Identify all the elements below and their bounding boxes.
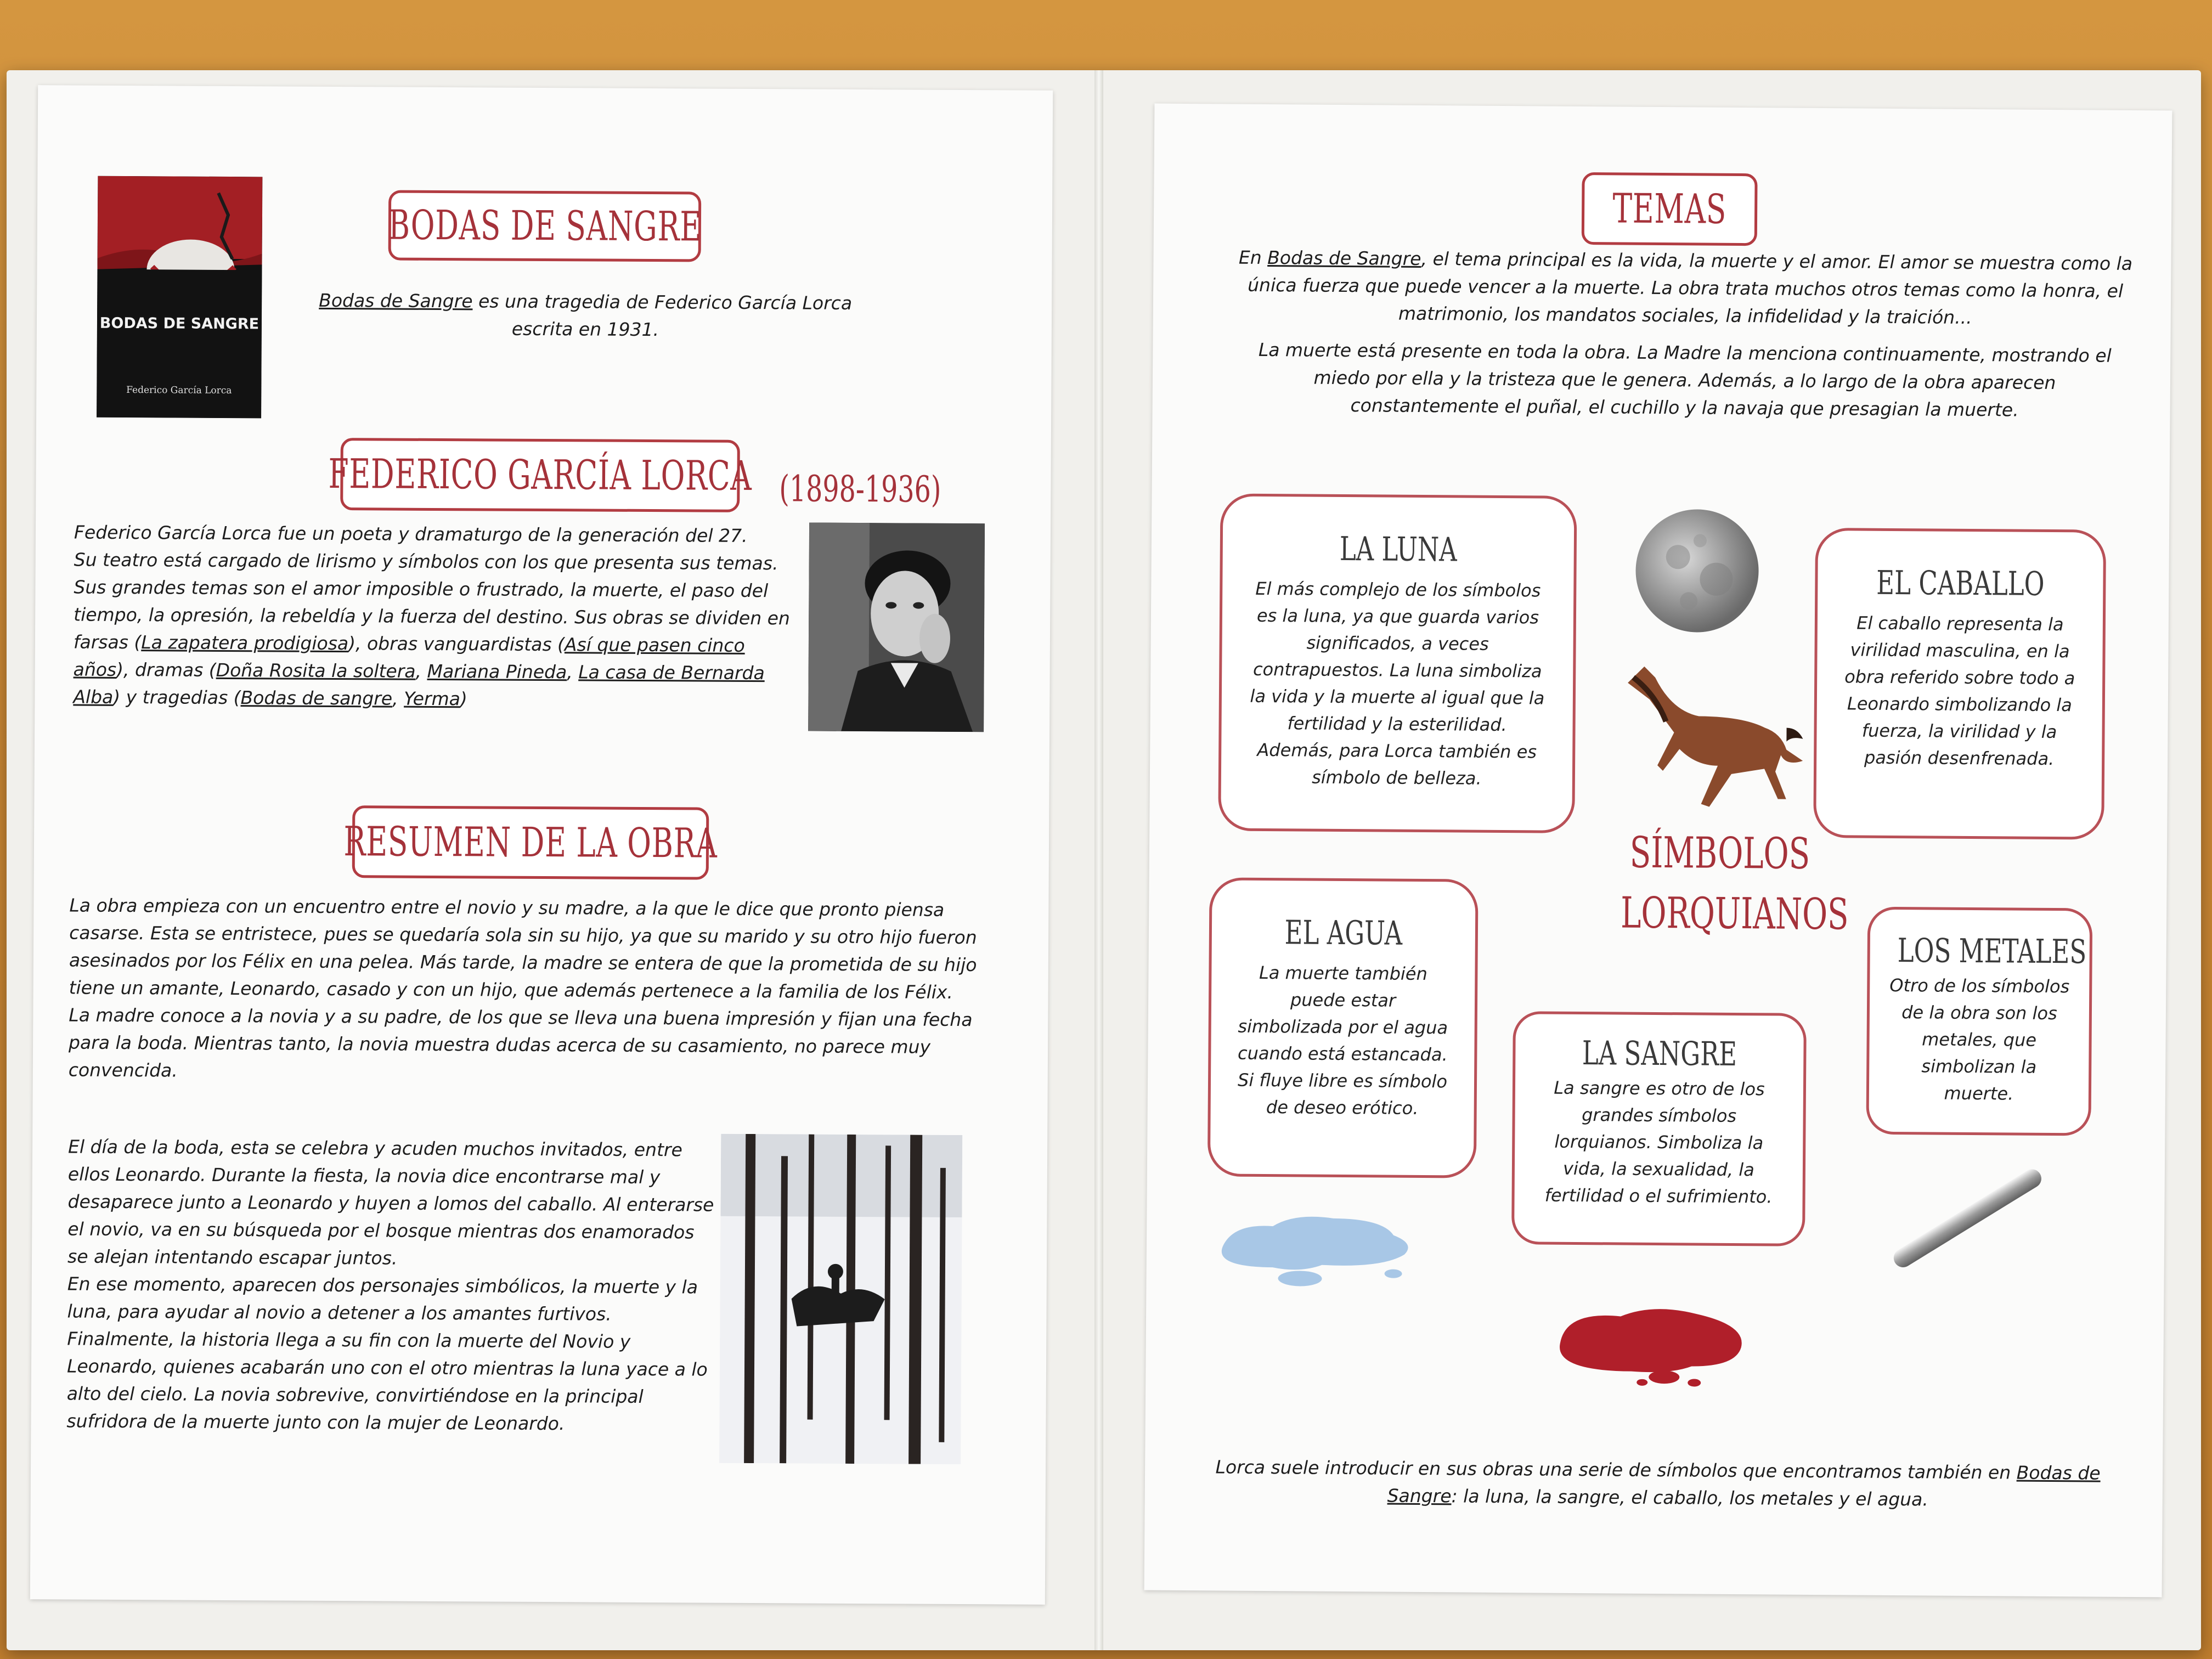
page-title: BODAS DE SANGRE xyxy=(388,201,702,251)
author-years: (1898-1936) xyxy=(779,467,941,511)
folder-fold xyxy=(1094,70,1103,1650)
sangre-title: LA SANGRE xyxy=(1582,1034,1737,1074)
symbols-footer: Lorca suele introducir en sus obras una serie de símbolos que encontramos también en Bodas de Sangre: la luna, la sangre, el caballo, los metales y el agua. xyxy=(1215,1456,2101,1510)
caballo-box xyxy=(1813,528,2106,840)
sangre-text: La sangre es otro de los grandes símbolos lorquianos. Simboliza la vida, la sexualidad, la fertilidad o el sufrimiento. xyxy=(1544,1077,1773,1207)
forest-illustration-image xyxy=(719,1134,962,1464)
luna-box xyxy=(1218,493,1577,833)
luna-title: LA LUNA xyxy=(1339,529,1458,569)
agua-box xyxy=(1207,877,1479,1178)
agua-text: La muerte también puede estar simbolizada por el agua cuando está estancada. Si fluye libre es símbolo de deseo erótico. xyxy=(1237,962,1448,1119)
left-page xyxy=(30,85,1053,1605)
metales-title: LOS METALES xyxy=(1897,932,2087,972)
book-cover-title: BODAS DE SANGRE xyxy=(99,314,259,333)
summary-title: RESUMEN DE LA OBRA xyxy=(343,818,718,867)
agua-title: EL AGUA xyxy=(1284,913,1403,953)
intro-text: Bodas de Sangre es una tragedia de Federico García Lorca escrita en 1931. xyxy=(319,289,853,341)
water-puddle-icon xyxy=(1212,1206,1421,1296)
author-title: FEDERICO GARCÍA LORCA xyxy=(328,450,752,500)
work-title-link: Bodas de Sangre xyxy=(319,289,473,312)
caballo-title: EL CABALLO xyxy=(1876,563,2045,603)
moon-icon xyxy=(1634,507,1761,635)
author-bio: Federico García Lorca fue un poeta y dramaturgo de la generación del 27. Su teatro está cargado de lirismo y símbolos con los que presenta sus temas. Sus grandes temas son el amor imposible o frustrado, la muerte, el paso del tiempo, la opresión, la rebeldía y la fuerza del destino. Sus obras se dividen en farsas (La zapatera prodigiosa), obras vanguardistas (Así que pasen cinco años), dramas (Doña Rosita la soltera, Mariana Pineda, La casa de Bernarda Alba) y tragedias (Bodas de sangre, Yerma) xyxy=(73,521,790,710)
metales-box xyxy=(1866,907,2092,1136)
book-cover-image xyxy=(97,176,262,419)
lorca-portrait-image xyxy=(808,523,985,732)
temas-text: En Bodas de Sangre, el tema principal es la vida, la muerte y el amor. El amor se muestra como la única fuerza que puede vencer a la muerte. La obra trata muchos otros temas como la honra, el matrimonio, los mandatos sociales, la infidelidad y la traición... La muerte está presente en toda la obra. La Madre la menciona continuamente, mostrando el miedo por ella y la tristeza que le genera. Además, a lo largo de la obra aparecen constantemente el puñal, el cuchillo y la navaja que presagian la muerte. xyxy=(1238,246,2133,421)
caballo-text: El caballo representa la virilidad masculina, en la obra referido sobre todo a Leonardo simbolizando la fuerza, la virilidad y la pasión desenfrenada. xyxy=(1844,612,2075,770)
right-page xyxy=(1144,104,2172,1598)
metal-rod-icon xyxy=(1876,1154,2058,1281)
author-frame xyxy=(328,438,752,512)
summary-text-bottom: El día de la boda, esta se celebra y acuden muchos invitados, entre ellos Leonardo. Durante la fiesta, la novia dice encontrarse mal y desaparece junto a Leonardo y huyen a lomos del caballo. Al enterarse el novio, va en su búsqueda por el bosque mientras dos enamorados se alejan intentando escapar juntos. En ese momento, aparecen dos personajes simbólicos, la muerte y la luna, para ayudar al novio a detener a los amantes furtivos. Finalmente, la historia llega a su fin con la muerte del Novio y Leonardo, quienes acabarán uno con el otro mientras la luna yace a lo alto del cielo. La novia sobrevive, convirtiéndose en la principal sufridora de la muerte junto con la mujer de Leonardo. xyxy=(66,1136,714,1435)
temas-title: TEMAS xyxy=(1612,185,1727,233)
blood-puddle-icon xyxy=(1549,1300,1758,1395)
sangre-box xyxy=(1511,1011,1807,1246)
temas-frame xyxy=(1582,172,1758,246)
title-frame xyxy=(388,190,702,262)
metales-text: Otro de los símbolos de la obra son los metales, que simbolizan la muerte. xyxy=(1889,974,2070,1104)
luna-text: El más complejo de los símbolos es la luna, ya que guarda varios significados, a veces contrapuestos. La luna simboliza la vida y la muerte al igual que la fertilidad y la esterilidad. Además, para Lorca también es símbolo de belleza. xyxy=(1250,578,1545,789)
summary-frame xyxy=(343,805,718,879)
summary-text-top: La obra empieza con un encuentro entre el novio y su madre, a la que le dice que pronto piensa casarse. Esta se entristece, pues se quedaría sola sin su hijo, ya que su marido y su otro hijo fueron asesinados por los Félix en una pelea. Más tarde, la madre se entera de que la prometida de su hijo tiene un amante, Leonardo, casado y con un hijo, que además pertenece a la familia de los Félix. La madre conoce a la novia y a su padre, de los que se lleva una buena impresión y fijan una fecha para la boda. Mientras tanto, la novia muestra dudas acerca de su casamiento, no parece muy convencida. xyxy=(68,894,977,1081)
horse-icon xyxy=(1605,661,1803,816)
book-cover-author: Federico García Lorca xyxy=(126,385,232,397)
symbols-heading: SÍMBOLOS LORQUIANOS xyxy=(1620,828,1849,940)
